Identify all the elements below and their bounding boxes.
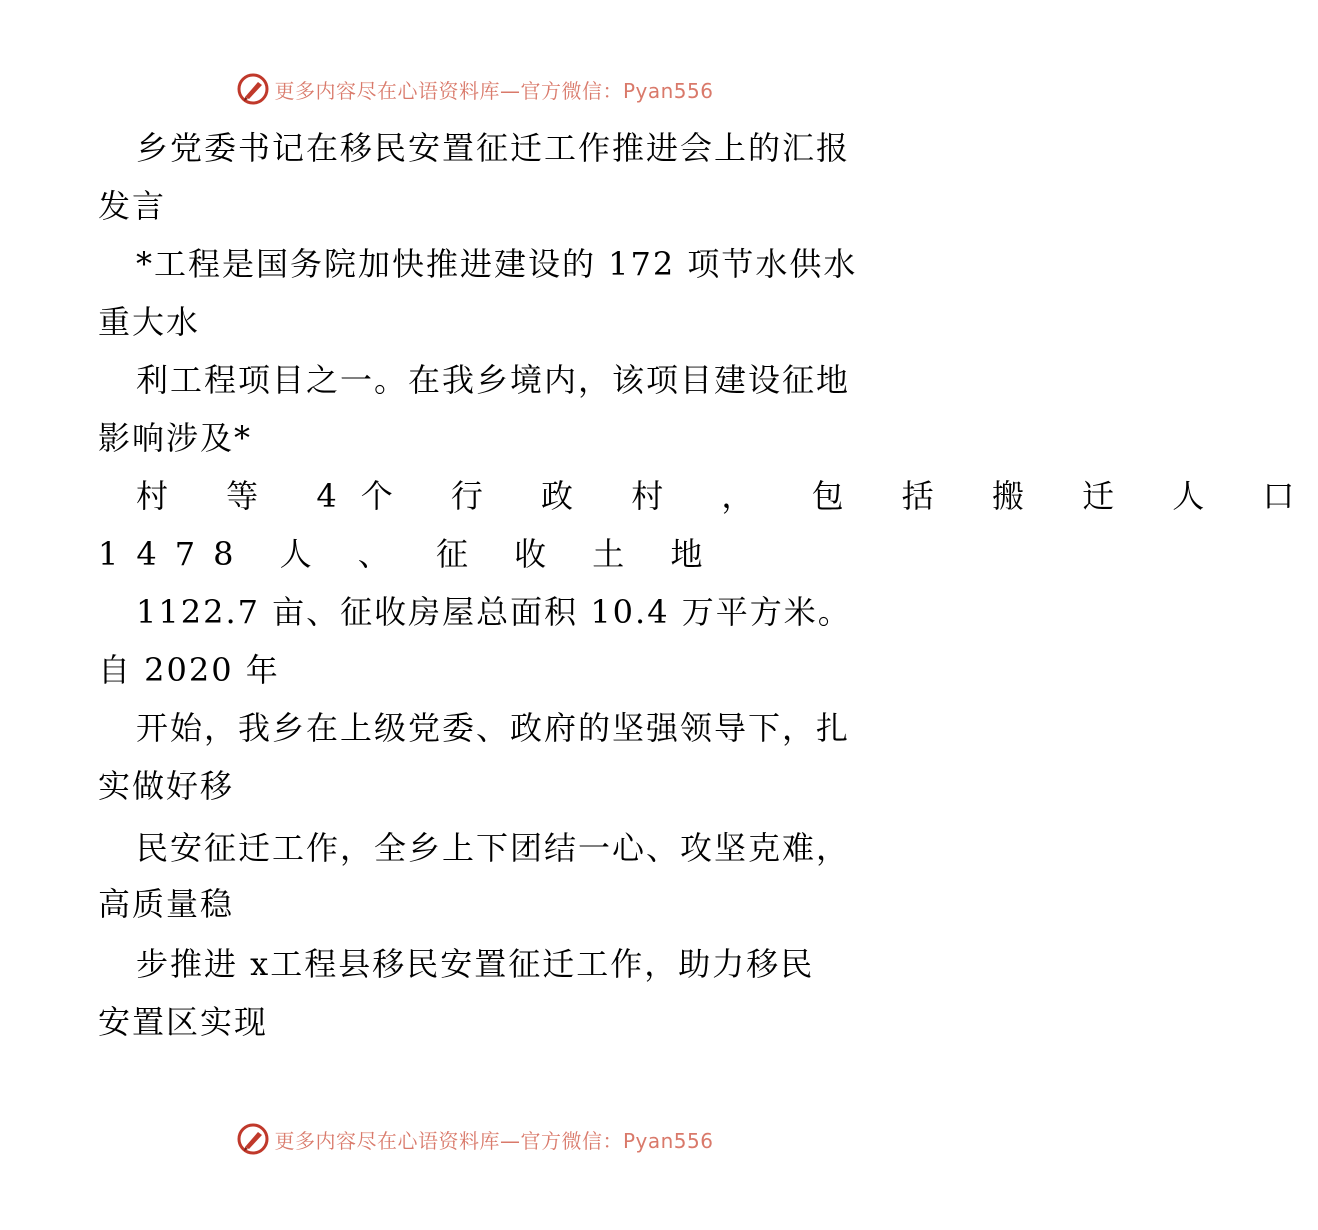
banner-brand-text: 更多内容尽在心语资料库 <box>274 78 500 103</box>
doc-line-12: 实做好移 <box>98 767 235 805</box>
banner-wechat-text: —官方微信：Pyan556 <box>499 1128 714 1153</box>
doc-line-3: *工程是国务院加快推进建设的 172 项节水供水 <box>136 245 858 283</box>
banner-text <box>274 1125 713 1154</box>
doc-line-14: 高质量稳 <box>98 885 235 923</box>
doc-line-7: 村 等 4个 行 政 村 ， 包 括 搬 迁 人 口 <box>136 477 1318 515</box>
doc-line-1: 乡党委书记在移民安置征迁工作推进会上的汇报 <box>136 129 851 167</box>
doc-line-13: 民安征迁工作，全乡上下团结一心、攻坚克难， <box>136 829 851 867</box>
banner-brand-text: 更多内容尽在心语资料库 <box>274 1128 500 1153</box>
doc-line-10: 自 2020 年 <box>98 651 280 689</box>
banner-wechat-text: —官方微信：Pyan556 <box>499 78 714 103</box>
doc-line-6: 影响涉及* <box>98 419 253 457</box>
pen-logo-icon <box>236 1122 270 1156</box>
doc-line-4: 重大水 <box>98 303 201 341</box>
doc-line-5: 利工程项目之一。在我乡境内，该项目建设征地 <box>136 361 851 399</box>
doc-line-2: 发言 <box>98 187 167 225</box>
doc-line-9: 1122.7 亩、征收房屋总面积 10.4 万平方米。 <box>136 593 852 631</box>
doc-line-11: 开始，我乡在上级党委、政府的坚强领导下，扎 <box>136 709 851 747</box>
doc-line-15: 步推进 x工程县移民安置征迁工作，助力移民 <box>136 945 815 983</box>
footer-banner <box>0 1122 950 1156</box>
doc-line-16: 安置区实现 <box>98 1003 269 1041</box>
doc-line-8: 1478 人 、 征 收 土 地 <box>98 535 721 573</box>
